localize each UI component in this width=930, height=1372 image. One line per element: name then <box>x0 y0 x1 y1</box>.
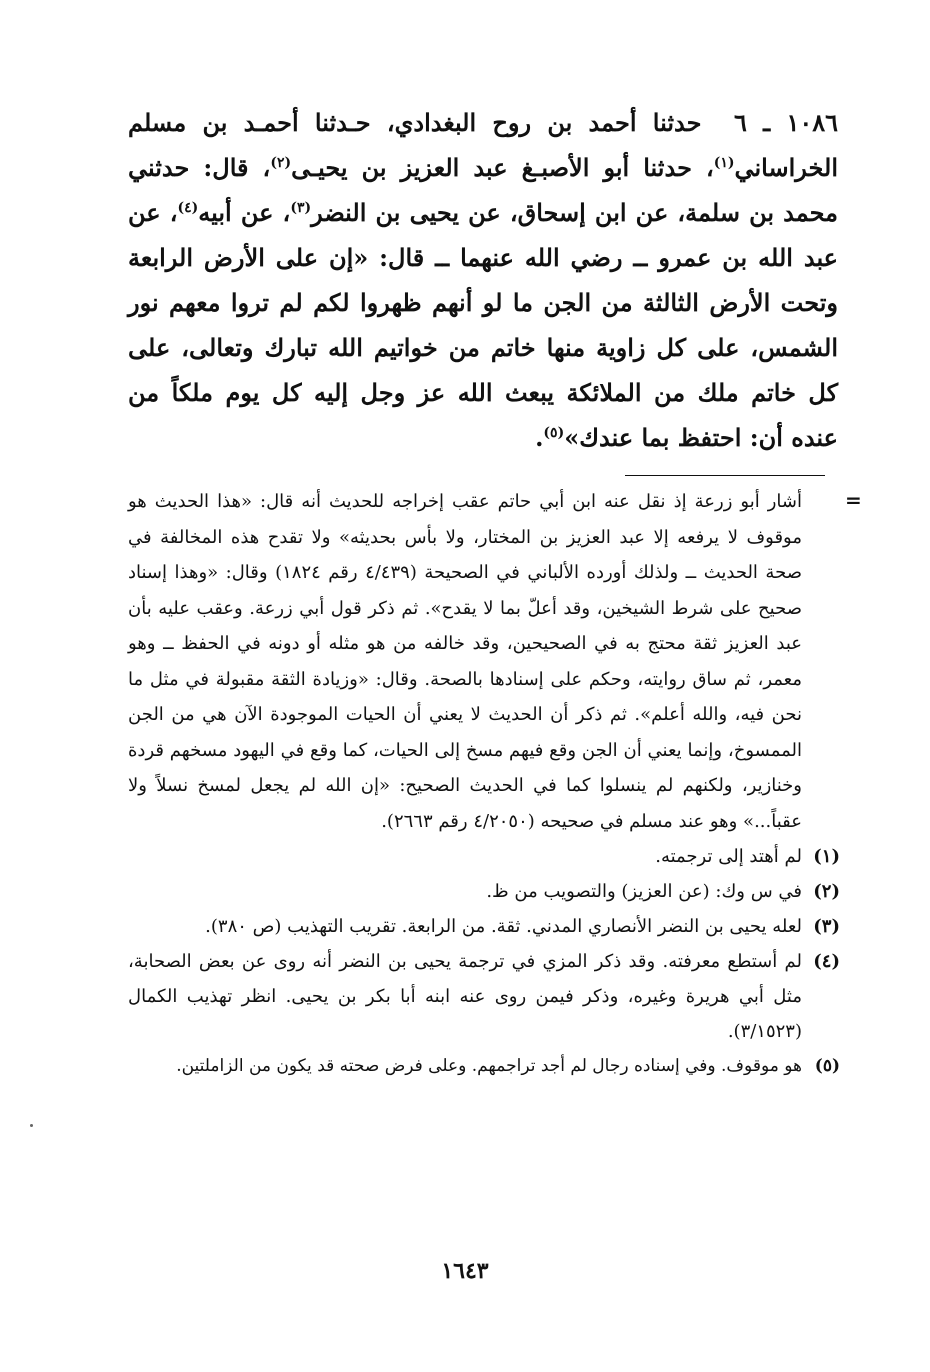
hadith-number: ١٠٨٦ ـ ٦ <box>734 108 839 137</box>
page-number: ١٦٤٣ <box>441 1258 489 1284</box>
margin-speck <box>30 1124 33 1127</box>
footnote-text: لعله يحيى بن النضر الأنصاري المدني. ثقة. من الرابعة. تقريب التهذيب (ص ٣٨٠). <box>205 916 802 937</box>
footnote-ref-1: (١) <box>713 155 735 171</box>
footnote-5 <box>128 1049 840 1083</box>
footnote-2 <box>128 874 840 909</box>
footnote-number: (١) <box>813 846 840 867</box>
footnote-text: في س وك: (عن العزيز) والتصويب من ظ. <box>486 881 802 902</box>
footnote-number: (٤) <box>813 951 840 972</box>
footnote-number: (٢) <box>813 881 840 902</box>
hadith-text-part-1: حدثنا أحمد بن روح البغدادي، حـدثنا أحمـد بن مسلم الخراساني <box>128 108 838 182</box>
footnote-number: (٥) <box>814 1056 840 1076</box>
footnote-4 <box>128 944 840 1049</box>
hadith-text-end: . <box>535 423 544 452</box>
footnote-number: (٣) <box>813 916 840 937</box>
hadith-paragraph <box>128 100 838 460</box>
hadith-text-part-4: ، عن أبيه <box>198 198 291 227</box>
footnote-1 <box>128 839 840 874</box>
footnote-text: هو موقوف. وفي إسناده رجال لم أجد تراجمهم. وعلى فرض صحته قد يكون من الزاملتين. <box>176 1056 802 1076</box>
footnote-separator-rule <box>625 475 825 476</box>
footnote-ref-4: (٤) <box>177 200 199 216</box>
footnote-3 <box>128 909 840 944</box>
footnote-continuation-marker: = <box>845 488 862 512</box>
footnote-text: لم أستطع معرفته. وقد ذكر المزي في ترجمة يحيى بن النضر أنه روى عن بعض الصحابة، مثل أبي هريرة وغيره، وذكر فيمن روى عنه ابنه أبا بكر بن يحيى. انظر تهذيب الكمال (٣/١٥٢٣). <box>128 951 802 1042</box>
hadith-text-part-5: ، عن عبد الله بن عمرو ــ رضي الله عنهما ــ قال: «إن على الأرض الرابعة وتحت الأرض الثالثة من الجن ما لو أنهم ظهروا لكم لم تروا معهم نور الشمس، على كل زاوية منها خاتم من خواتيم الله تبارك وتعالى، على كل خاتم ملك من الملائكة يبعث الله عز وجل إليه كل يوم ملكاً من عنده أن: احتفظ بما عندك» <box>128 198 839 452</box>
footnote-continuation-paragraph: أشار أبو زرعة إذ نقل عنه ابن أبي حاتم عقب إخراجه للحديث أنه قال: «هذا الحديث هو موقوف لا يرفعه إلا عبد العزيز بن المختار، ولا بأس بحديثه» ولا تقدح هذه المخالفة في صحة الحديث ــ ولذلك أورده الألباني في الصحيحة (٤/٤٣٩ رقم ١٨٢٤) وقال: «وهذا إسناد صحيح على شرط الشيخين، وقد أعلّ بما لا يقدح». ثم ذكر قول أبي زرعة. وعقب عليه بأن عبد العزيز ثقة محتج به في الصحيحين، وقد خالفه من هو مثله أو دونه في الحفظ ــ وهو معمر، ثم ساق روايته، وحكم على إسنادها بالصحة. وقال: «وزيادة الثقة مقبولة في مثل ما نحن فيه، والله أعلم». ثم ذكر أن الحديث لا يعني أن الحيات الموجودة الآن هي من الجن الممسوخ، وإنما يعني أن الجن وقع فيهم مسخ إلى الحيات، كما وقع في اليهود مسخهم قردة وخنازير، ولكنهم لم ينسلوا كما في الحديث الصحيح: «إن الله لم يجعل لمسخ نسلاً ولا عقباً...» وهو عند مسلم في صحيحه (٤/٢٠٥٠ رقم ٢٦٦٣). <box>128 491 803 832</box>
hadith-text-part-3: ، قال: حدثني محمد بن سلمة، عن ابن إسحاق، عن يحيى بن النضر <box>128 153 838 227</box>
footnote-text: لم أهتد إلى ترجمته. <box>655 846 802 867</box>
footnote-ref-3: (٣) <box>290 200 312 216</box>
footnote-ref-2: (٢) <box>270 155 292 171</box>
footnote-ref-5: (٥) <box>543 425 565 441</box>
footnotes-section <box>128 484 840 1083</box>
hadith-text-part-2: ، حدثنا أبو الأصبـغ عبد العزيز بن يحيـى <box>291 153 714 182</box>
